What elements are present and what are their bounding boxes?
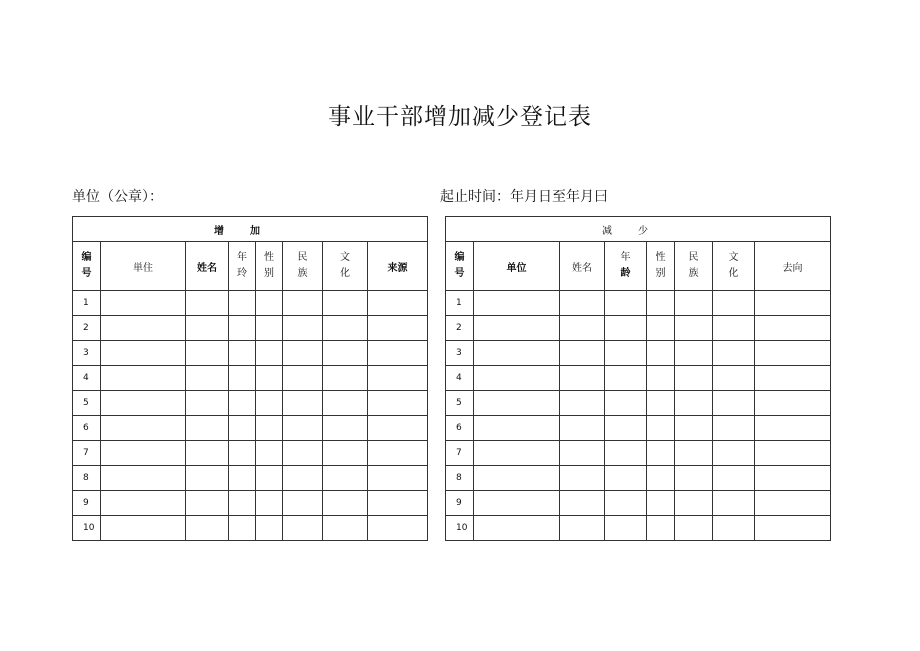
table-cell[interactable] [101,291,186,316]
table-cell[interactable] [101,466,186,491]
table-cell[interactable] [755,416,831,441]
table-cell[interactable] [713,416,755,441]
col-education: 文 化 [323,242,368,291]
table-row [446,341,831,366]
table-cell[interactable] [229,416,256,441]
table-cell[interactable] [256,491,283,516]
table-cell[interactable] [647,291,675,316]
table-cell[interactable] [713,391,755,416]
table-row [446,391,831,416]
table-cell[interactable] [283,391,323,416]
table-cell[interactable] [368,516,428,541]
row-number: 1 [73,291,101,316]
row-number: 4 [446,366,474,391]
table-cell[interactable] [474,516,560,541]
table-cell[interactable] [560,366,605,391]
table-row [73,491,428,516]
table-cell[interactable] [256,366,283,391]
table-row [446,441,831,466]
table-cell[interactable] [474,291,560,316]
table-cell[interactable] [755,391,831,416]
col-source: 来源 [368,242,428,291]
row-number: 7 [446,441,474,466]
table-cell[interactable] [605,316,647,341]
unit-label: 单位（公章）： [72,189,163,205]
table-cell[interactable] [713,466,755,491]
row-number: 9 [73,491,101,516]
col-ethnic: 民 族 [675,242,713,291]
table-row [446,491,831,516]
table-cell[interactable] [713,366,755,391]
table-cell[interactable] [755,441,831,466]
row-number: 6 [73,416,101,441]
table-cell[interactable] [755,491,831,516]
table-row [73,366,428,391]
table-cell[interactable] [186,391,229,416]
table-cell[interactable] [675,391,713,416]
table-cell[interactable] [323,416,368,441]
table-row [73,316,428,341]
table-cell[interactable] [256,441,283,466]
table-cell[interactable] [474,341,560,366]
row-number: 5 [446,391,474,416]
table-cell[interactable] [323,391,368,416]
table-cell[interactable] [256,316,283,341]
table-cell[interactable] [560,466,605,491]
col-number: 编 号 [446,242,474,291]
row-number: 8 [73,466,101,491]
table-cell[interactable] [713,491,755,516]
table-cell[interactable] [256,291,283,316]
table-cell[interactable] [229,291,256,316]
table-cell[interactable] [675,516,713,541]
col-education: 文 化 [713,242,755,291]
table-cell[interactable] [186,366,229,391]
row-number: 9 [446,491,474,516]
table-cell[interactable] [647,416,675,441]
table-row [446,516,831,541]
table-cell[interactable] [755,366,831,391]
table-row [446,316,831,341]
table-cell[interactable] [229,441,256,466]
table-cell[interactable] [474,316,560,341]
table-row [446,416,831,441]
table-row [73,291,428,316]
table-cell[interactable] [474,466,560,491]
table-cell[interactable] [186,316,229,341]
table-cell[interactable] [605,416,647,441]
table-cell[interactable] [560,391,605,416]
table-cell[interactable] [368,416,428,441]
table-cell[interactable] [647,316,675,341]
table-cell[interactable] [675,441,713,466]
table-cell[interactable] [755,516,831,541]
table-cell[interactable] [605,341,647,366]
table-cell[interactable] [605,441,647,466]
table-cell[interactable] [368,391,428,416]
table-cell[interactable] [605,491,647,516]
table-cell[interactable] [101,341,186,366]
table-cell[interactable] [323,441,368,466]
table-cell[interactable] [368,366,428,391]
table-cell[interactable] [675,416,713,441]
decrease-caption: 减少 [446,217,831,242]
table-row [73,441,428,466]
table-cell[interactable] [675,491,713,516]
table-cell[interactable] [283,316,323,341]
table-cell[interactable] [323,466,368,491]
table-cell[interactable] [101,316,186,341]
col-name: 姓名 [186,242,229,291]
table-cell[interactable] [283,366,323,391]
table-cell[interactable] [560,516,605,541]
table-cell[interactable] [256,416,283,441]
table-cell[interactable] [368,341,428,366]
table-cell[interactable] [755,291,831,316]
row-number: 1 [446,291,474,316]
row-number: 10 [73,516,101,541]
table-row [446,466,831,491]
table-cell[interactable] [229,491,256,516]
row-number: 2 [446,316,474,341]
table-cell[interactable] [713,316,755,341]
table-cell[interactable] [186,516,229,541]
row-number: 3 [446,341,474,366]
table-cell[interactable] [283,416,323,441]
table-cell[interactable] [605,291,647,316]
increase-caption: 增加 [73,217,428,242]
table-cell[interactable] [560,291,605,316]
row-number: 10 [446,516,474,541]
table-cell[interactable] [560,341,605,366]
table-cell[interactable] [101,441,186,466]
table-cell[interactable] [368,291,428,316]
col-name: 姓名 [560,242,605,291]
col-number: 编 号 [73,242,101,291]
table-cell[interactable] [229,516,256,541]
page-title: 事业干部增加减少登记表 [328,104,592,130]
table-cell[interactable] [647,491,675,516]
row-number: 3 [73,341,101,366]
col-age: 年 龄 [605,242,647,291]
table-cell[interactable] [560,491,605,516]
table-cell[interactable] [229,341,256,366]
table-cell[interactable] [713,516,755,541]
table-cell[interactable] [283,291,323,316]
table-cell[interactable] [283,341,323,366]
table-cell[interactable] [675,291,713,316]
table-row [446,291,831,316]
table-cell[interactable] [186,491,229,516]
table-cell[interactable] [560,441,605,466]
table-cell[interactable] [101,516,186,541]
period-label: 起止时间：年月日至年月曰 [440,189,608,205]
table-cell[interactable] [229,466,256,491]
table-cell[interactable] [229,366,256,391]
col-gender: 性 别 [256,242,283,291]
table-cell[interactable] [283,441,323,466]
table-cell[interactable] [474,366,560,391]
table-cell[interactable] [647,441,675,466]
table-row [73,391,428,416]
table-cell[interactable] [647,391,675,416]
row-number: 5 [73,391,101,416]
table-cell[interactable] [713,341,755,366]
table-cell[interactable] [229,391,256,416]
table-cell[interactable] [186,416,229,441]
col-ethnic: 民 族 [283,242,323,291]
table-cell[interactable] [323,366,368,391]
table-cell[interactable] [323,491,368,516]
row-number: 2 [73,316,101,341]
table-cell[interactable] [283,466,323,491]
table-cell[interactable] [755,466,831,491]
table-cell[interactable] [755,316,831,341]
table-cell[interactable] [647,341,675,366]
table-cell[interactable] [101,391,186,416]
table-cell[interactable] [256,516,283,541]
table-cell[interactable] [647,466,675,491]
table-gap [427,216,445,536]
table-cell[interactable] [323,316,368,341]
table-cell[interactable] [755,341,831,366]
table-row [73,516,428,541]
col-unit: 単住 [101,242,186,291]
table-cell[interactable] [368,491,428,516]
table-cell[interactable] [647,516,675,541]
table-cell[interactable] [283,516,323,541]
table-cell[interactable] [229,316,256,341]
table-cell[interactable] [186,466,229,491]
increase-table [72,216,428,541]
table-row [446,366,831,391]
table-cell[interactable] [101,491,186,516]
table-cell[interactable] [474,491,560,516]
col-destination: 去向 [755,242,831,291]
decrease-table [445,216,831,541]
table-cell[interactable] [186,441,229,466]
table-cell[interactable] [605,516,647,541]
table-row [73,341,428,366]
table-cell[interactable] [186,291,229,316]
row-number: 6 [446,416,474,441]
table-cell[interactable] [605,466,647,491]
table-cell[interactable] [605,391,647,416]
col-unit: 单位 [474,242,560,291]
table-cell[interactable] [474,416,560,441]
col-age: 年 玲 [229,242,256,291]
table-cell[interactable] [101,416,186,441]
table-row [73,416,428,441]
table-cell[interactable] [101,366,186,391]
table-cell[interactable] [256,391,283,416]
table-cell[interactable] [713,441,755,466]
row-number: 8 [446,466,474,491]
row-number: 4 [73,366,101,391]
table-cell[interactable] [368,316,428,341]
table-cell[interactable] [675,316,713,341]
table-cell[interactable] [283,491,323,516]
table-cell[interactable] [675,466,713,491]
table-cell[interactable] [713,291,755,316]
col-gender: 性 别 [647,242,675,291]
table-cell[interactable] [368,441,428,466]
table-cell[interactable] [474,441,560,466]
table-cell[interactable] [256,341,283,366]
table-cell[interactable] [675,366,713,391]
table-cell[interactable] [323,291,368,316]
table-cell[interactable] [647,366,675,391]
table-cell[interactable] [605,366,647,391]
table-cell[interactable] [474,391,560,416]
table-cell[interactable] [675,341,713,366]
row-number: 7 [73,441,101,466]
table-cell[interactable] [560,316,605,341]
table-row [73,466,428,491]
table-cell[interactable] [186,341,229,366]
table-cell[interactable] [323,516,368,541]
table-cell[interactable] [323,341,368,366]
table-cell[interactable] [368,466,428,491]
table-cell[interactable] [560,416,605,441]
table-cell[interactable] [256,466,283,491]
